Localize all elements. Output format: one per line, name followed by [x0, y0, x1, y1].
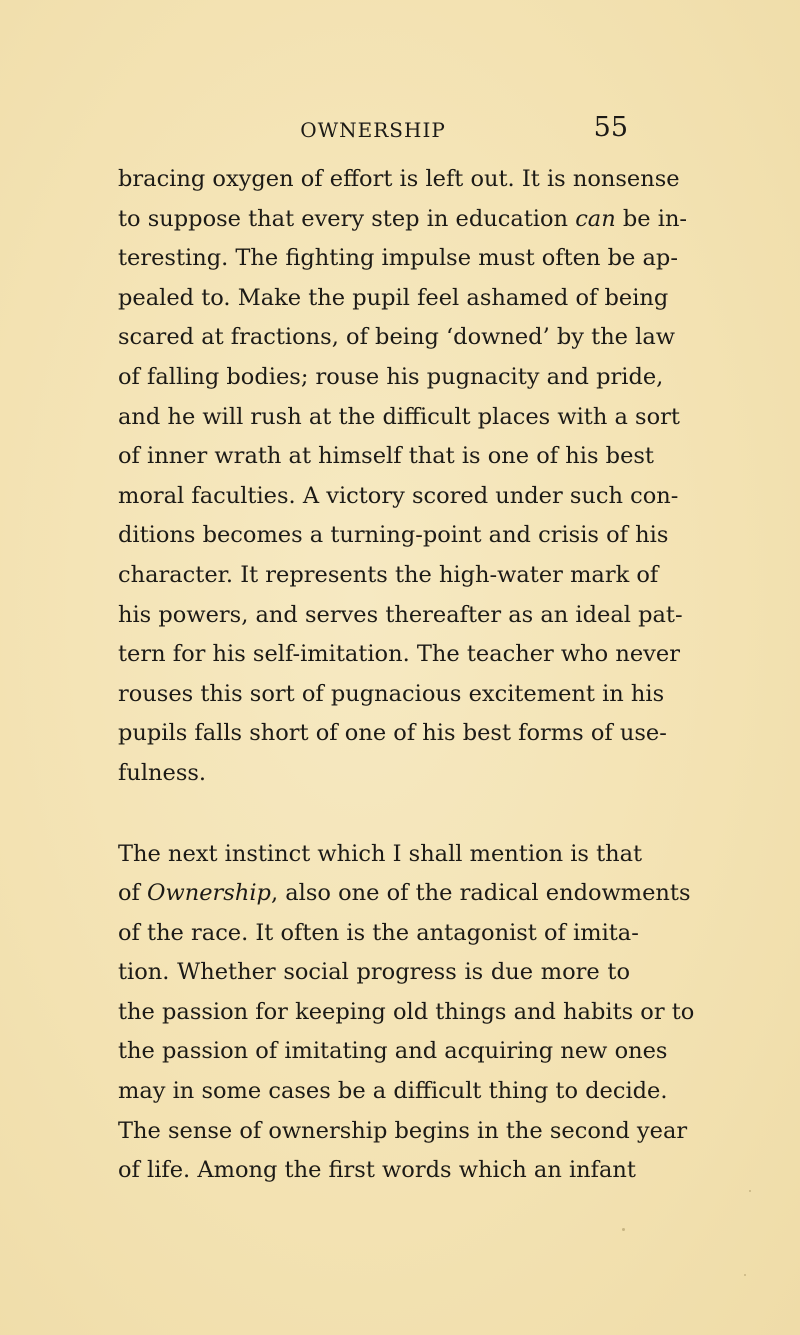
- text-line: The next instinct which I shall mention is that: [118, 840, 643, 867]
- text-line: of the race. It often is the antagonist of imita-: [118, 919, 639, 946]
- text-line: his powers, and serves thereafter as an ideal pat-: [118, 601, 683, 628]
- text-line: character. It represents the high-water mark of: [118, 561, 659, 588]
- text-line: The sense of ownership begins in the second year: [118, 1117, 688, 1144]
- text-line: of Ownership, also one of the radical endowments: [118, 880, 691, 907]
- text-line: pealed to. Make the pupil feel ashamed of being: [118, 284, 669, 311]
- text-line: moral faculties. A victory scored under such con-: [118, 482, 679, 509]
- text-line: tion. Whether social progress is due more to: [118, 959, 630, 986]
- paragraph-1: [118, 160, 688, 794]
- text-line: pupils falls short of one of his best forms of use-: [118, 720, 667, 747]
- text-line: fulness.: [118, 759, 207, 786]
- text-line: teresting. The fighting impulse must often be ap-: [118, 245, 678, 272]
- page-number: 55: [593, 112, 628, 143]
- text-line: and he will rush at the difficult places with a sort: [118, 403, 680, 430]
- text-line: may in some cases be a difficult thing to decide.: [118, 1078, 668, 1105]
- italic-word-can: can: [575, 205, 616, 232]
- text-line: of life. Among the first words which an infant: [118, 1157, 636, 1184]
- text-line: of inner wrath at himself that is one of his best: [118, 443, 654, 470]
- paragraph-gap: [118, 794, 630, 835]
- paper-speck: [744, 1274, 746, 1276]
- paper-speck: [749, 1190, 751, 1192]
- text-line: of falling bodies; rouse his pugnacity and pride,: [118, 363, 664, 390]
- running-head: [118, 112, 628, 145]
- text-line: scared at fractions, of being ‘downed’ by the law: [118, 324, 676, 351]
- text-line: the passion of imitating and acquiring new ones: [118, 1038, 668, 1065]
- text-line: to suppose that every step in education can be in-: [118, 205, 688, 232]
- text-line: ditions becomes a turning-point and crisis of his: [118, 522, 669, 549]
- text-line: tern for his self-imitation. The teacher who never: [118, 641, 680, 668]
- paragraph-2: [118, 835, 695, 1191]
- text-line: rouses this sort of pugnacious excitement in his: [118, 680, 665, 707]
- text-line: the passion for keeping old things and habits or to: [118, 998, 695, 1025]
- running-title: OWNERSHIP: [300, 118, 446, 142]
- paper-speck: [622, 1228, 625, 1231]
- text-line: bracing oxygen of effort is left out. It is nonsense: [118, 166, 680, 192]
- body-text: [118, 160, 695, 1191]
- italic-word-ownership: Ownership: [147, 880, 271, 907]
